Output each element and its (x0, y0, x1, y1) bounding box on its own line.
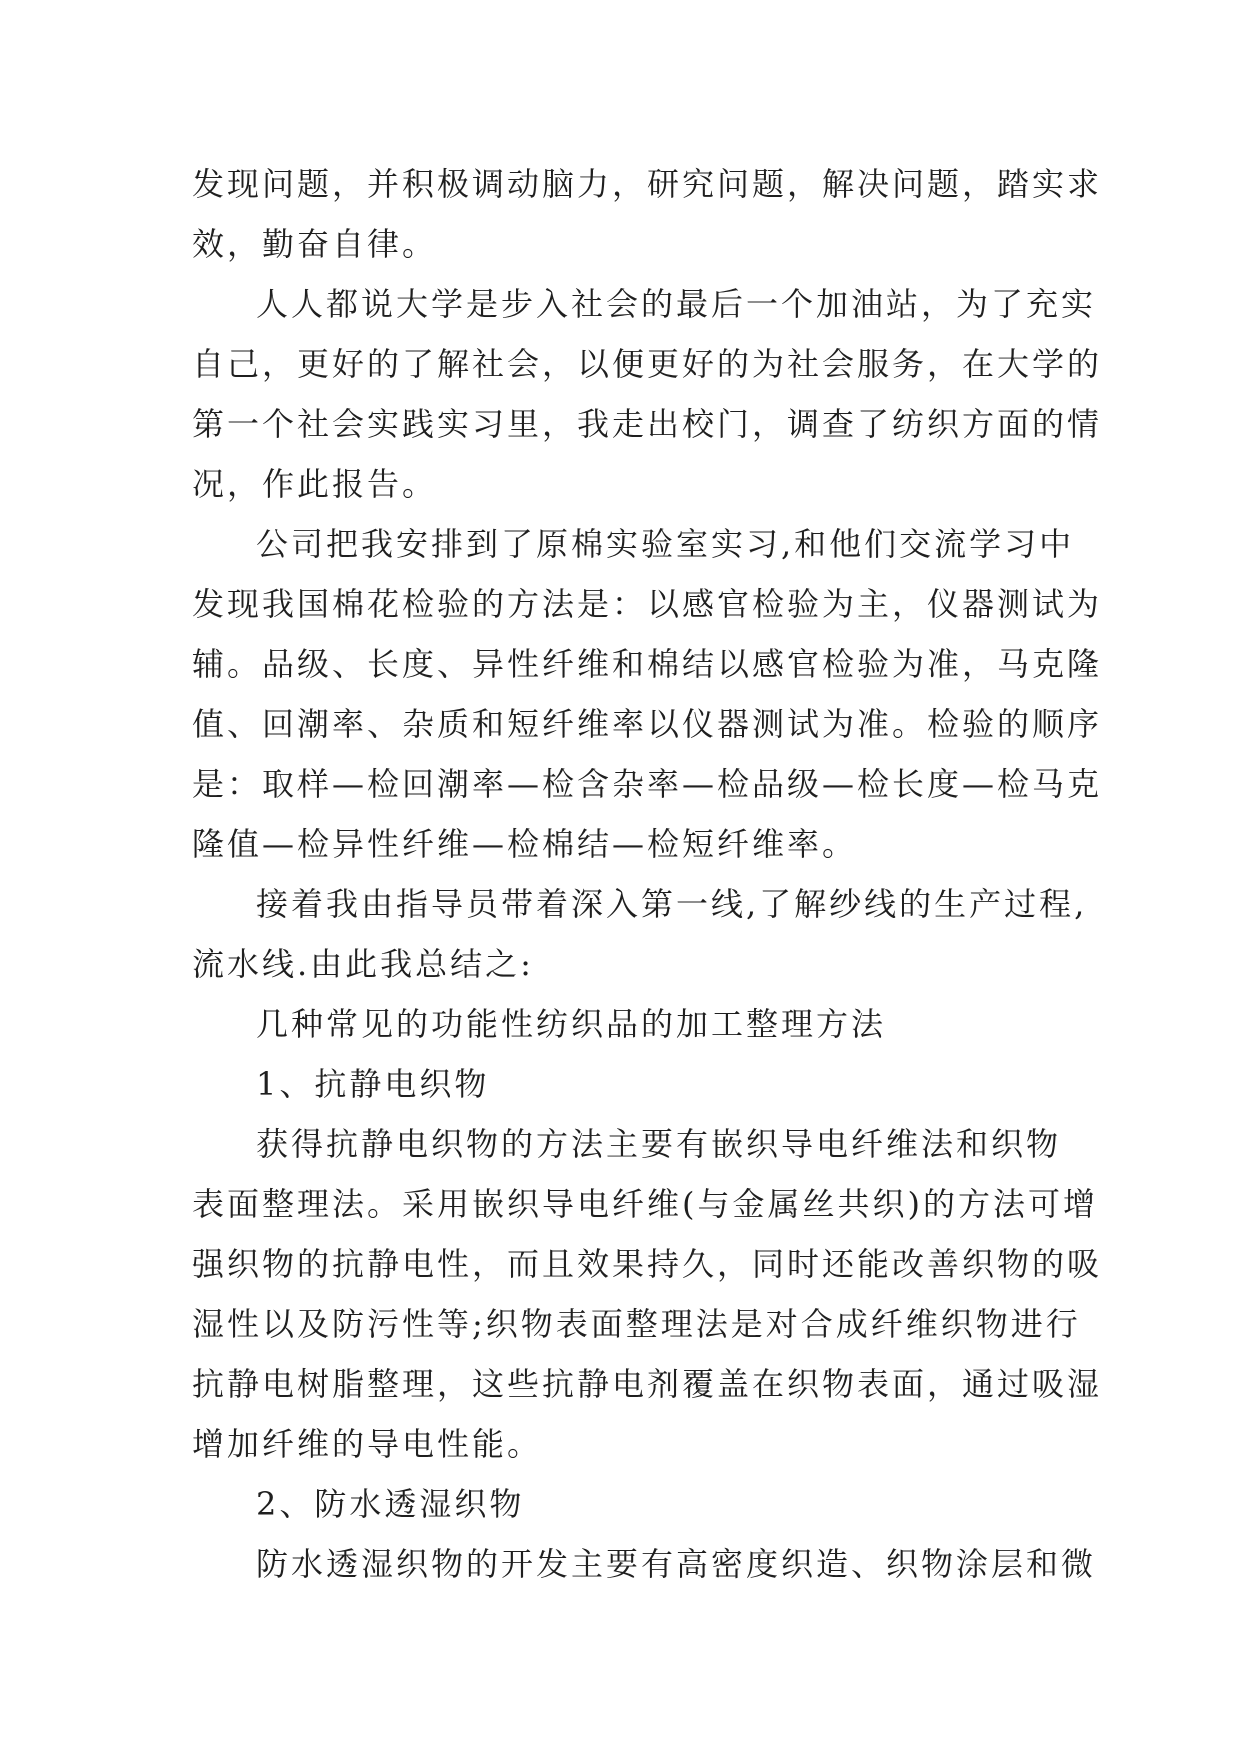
subsection-heading (192, 1054, 1062, 1114)
text-line: 接着我由指导员带着深入第一线,了解纱线的生产过程, (256, 885, 1088, 923)
text-line: 自己，更好的了解社会，以便更好的为社会服务，在大学的 (192, 345, 1103, 383)
document-body (192, 154, 1103, 1594)
heading-line: 1、抗静电织物 (256, 1065, 490, 1103)
text-line: 公司把我安排到了原棉实验室实习,和他们交流学习中 (256, 525, 1075, 563)
paragraph (192, 1534, 1097, 1594)
paragraph (192, 154, 1103, 274)
heading-line: 2、防水透湿织物 (256, 1485, 525, 1523)
text-line: 增加纤维的导电性能。 (192, 1425, 543, 1463)
text-line: 辅。品级、长度、异性纤维和棉结以感官检验为准，马克隆 (192, 645, 1103, 683)
section-heading (192, 994, 1062, 1054)
paragraph (192, 274, 1103, 514)
text-line: 是：取样—检回潮率—检含杂率—检品级—检长度—检马克 (192, 765, 1103, 803)
text-line: 人人都说大学是步入社会的最后一个加油站，为了充实 (256, 285, 1097, 323)
text-line: 隆值—检异性纤维—检棉结—检短纤维率。 (192, 825, 858, 863)
text-line: 发现我国棉花检验的方法是：以感官检验为主，仪器测试为 (192, 585, 1103, 623)
text-line: 效，勤奋自律。 (192, 225, 438, 263)
text-line: 第一个社会实践实习里，我走出校门，调查了纺织方面的情 (192, 405, 1103, 443)
paragraph (192, 1114, 1103, 1474)
text-line: 强织物的抗静电性，而且效果持久，同时还能改善织物的吸 (192, 1245, 1103, 1283)
text-line: 获得抗静电织物的方法主要有嵌织导电纤维法和织物 (256, 1125, 1062, 1163)
text-line: 值、回潮率、杂质和短纤维率以仪器测试为准。检验的顺序 (192, 705, 1103, 743)
text-line: 况，作此报告。 (192, 465, 438, 503)
text-line: 湿性以及防污性等;织物表面整理法是对合成纤维织物进行 (192, 1305, 1081, 1343)
text-line: 表面整理法。采用嵌织导电纤维(与金属丝共织)的方法可增 (192, 1185, 1098, 1223)
text-line: 防水透湿织物的开发主要有高密度织造、织物涂层和微 (256, 1545, 1097, 1583)
subsection-heading (192, 1474, 1062, 1534)
paragraph (192, 514, 1103, 874)
text-line: 流水线.由此我总结之: (192, 945, 534, 983)
paragraph (192, 874, 1088, 994)
text-line: 发现问题，并积极调动脑力，研究问题，解决问题，踏实求 (192, 165, 1103, 203)
heading-line: 几种常见的功能性纺织品的加工整理方法 (256, 1005, 887, 1043)
text-line: 抗静电树脂整理，这些抗静电剂覆盖在织物表面，通过吸湿 (192, 1365, 1103, 1403)
